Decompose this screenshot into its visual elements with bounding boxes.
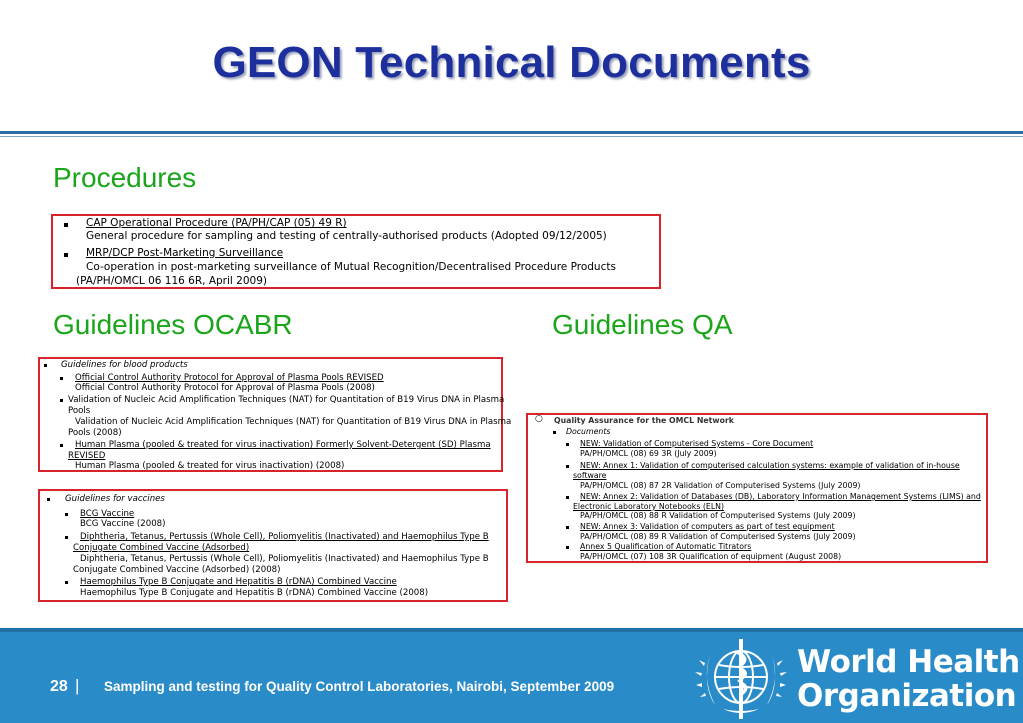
title-divider-thin — [0, 136, 1023, 137]
bullet-icon — [65, 581, 68, 584]
qa-item-desc: PA/PH/OMCL (08) 89 R Validation of Computerised Systems (July 2009) — [580, 532, 856, 541]
vaccine-item-desc: Conjugate Combined Vaccine (Adsorbed) (2008) — [73, 565, 281, 575]
bullet-icon — [60, 444, 63, 447]
qa-item-desc: PA/PH/OMCL (08) 69 3R (July 2009) — [580, 449, 717, 458]
bullet-icon — [65, 536, 68, 539]
blood-item-link[interactable]: Human Plasma (pooled & treated for virus inactivation) Formerly Solvent-Detergent (SD) Plasma — [75, 440, 491, 450]
procedure-desc: Co-operation in post-marketing surveillance of Mutual Recognition/Decentralised Procedure Products — [86, 261, 616, 273]
vaccine-item-desc: Haemophilus Type B Conjugate and Hepatitis B (rDNA) Combined Vaccine (2008) — [80, 588, 429, 598]
blood-item-desc: Pools (2008) — [68, 428, 122, 438]
who-wordmark-line2: Organization — [797, 678, 1017, 714]
qa-item-link[interactable]: NEW: Validation of Computerised Systems - Core Document — [580, 439, 814, 448]
blood-item-desc: Human Plasma (pooled & treated for virus inactivation) (2008) — [75, 461, 345, 471]
vaccine-item-link[interactable]: Haemophilus Type B Conjugate and Hepatitis B (rDNA) Combined Vaccine — [80, 577, 397, 587]
blood-products-header: Guidelines for blood products — [61, 360, 188, 370]
procedure-link-mrp[interactable]: MRP/DCP Post-Marketing Surveillance — [86, 247, 284, 259]
vaccine-item-link[interactable]: Conjugate Combined Vaccine (Adsorbed) — [73, 543, 250, 553]
qa-item-link[interactable]: NEW: Annex 2: Validation of Databases (DB), Laboratory Information Management Systems (LIMS) and — [580, 492, 981, 501]
bullet-icon — [566, 443, 569, 446]
ocabr-heading: Guidelines OCABR — [53, 309, 293, 340]
vaccine-item-link[interactable]: Diphtheria, Tetanus, Pertussis (Whole Cell), Poliomyelitis (Inactivated) and Haemophilus Type B — [80, 532, 489, 542]
bullet-icon — [566, 465, 569, 468]
qa-heading: Guidelines QA — [552, 309, 733, 340]
vaccine-item-desc: Diphtheria, Tetanus, Pertussis (Whole Cell), Poliomyelitis (Inactivated) and Haemophilus Type B — [80, 554, 489, 564]
blood-item-link[interactable]: Official Control Authority Protocol for Approval of Plasma Pools REVISED — [75, 373, 384, 383]
footer-caption: Sampling and testing for Quality Control Laboratories, Nairobi, September 2009 — [104, 679, 615, 694]
qa-item-desc: PA/PH/OMCL (08) 87 2R Validation of Computerised Systems (July 2009) — [580, 481, 861, 490]
circle-bullet-icon: ○ — [535, 414, 543, 424]
page-separator: | — [75, 676, 80, 695]
qa-header: Quality Assurance for the OMCL Network — [554, 416, 734, 425]
qa-subheader: Documents — [566, 427, 611, 436]
qa-item-link[interactable]: NEW: Annex 1: Validation of computerised calculation systems: example of validation of in-house — [580, 461, 960, 470]
page-number: 28 — [50, 678, 68, 695]
vaccine-item-link[interactable]: BCG Vaccine — [80, 509, 135, 519]
blood-item-desc: Official Control Authority Protocol for Approval of Plasma Pools (2008) — [75, 383, 375, 393]
procedure-desc: (PA/PH/OMCL 06 116 6R, April 2009) — [76, 275, 267, 287]
title-divider — [0, 131, 1023, 134]
bullet-icon — [65, 513, 68, 516]
procedure-link-cap[interactable]: CAP Operational Procedure (PA/PH/CAP (05) 49 R) — [86, 217, 347, 229]
qa-item-link[interactable]: Annex 5 Qualification of Automatic Titrators — [580, 542, 752, 551]
blood-item-link[interactable]: Validation of Nucleic Acid Amplification Techniques (NAT) for Quantitation of B19 Virus DNA in Plasma — [68, 395, 505, 405]
qa-item-link[interactable]: Electronic Laboratory Notebooks (ELN) — [573, 502, 725, 511]
bullet-icon — [553, 431, 556, 434]
bullet-icon — [566, 546, 569, 549]
procedures-heading: Procedures — [53, 162, 197, 193]
procedures-box — [51, 214, 661, 289]
qa-item-desc: PA/PH/OMCL (08) 88 R Validation of Computerised Systems (July 2009) — [580, 511, 856, 520]
bullet-icon — [60, 399, 63, 402]
qa-item-link[interactable]: software — [573, 471, 607, 480]
vaccine-item-desc: BCG Vaccine (2008) — [80, 519, 166, 529]
bullet-icon — [64, 223, 68, 227]
bullet-icon — [44, 364, 47, 367]
bullet-icon — [47, 498, 50, 501]
blood-item-link[interactable]: REVISED — [68, 451, 106, 461]
vaccines-box — [38, 489, 508, 602]
vaccines-header: Guidelines for vaccines — [65, 494, 165, 504]
bullet-icon — [60, 377, 63, 380]
bullet-icon — [64, 253, 68, 257]
who-wordmark-line1: World Health — [797, 644, 1020, 680]
slide-title: GEON Technical Documents — [212, 38, 811, 87]
who-emblem-icon — [693, 633, 789, 721]
who-wordmark — [797, 645, 1020, 713]
bullet-icon — [566, 526, 569, 529]
blood-item-link[interactable]: Pools — [68, 406, 91, 416]
qa-item-link[interactable]: NEW: Annex 3: Validation of computers as part of test equipment — [580, 522, 835, 531]
quality-assurance-box — [526, 413, 988, 563]
bullet-icon — [566, 496, 569, 499]
procedure-desc: General procedure for sampling and testing of centrally-authorised products (Adopted 09/12/2005) — [86, 230, 607, 242]
blood-products-box — [38, 357, 512, 472]
blood-item-desc: Validation of Nucleic Acid Amplification Techniques (NAT) for Quantitation of B19 Virus DNA in Plasma — [75, 417, 512, 427]
qa-item-desc: PA/PH/OMCL (07) 108 3R Qualification of equipment (August 2008) — [580, 552, 842, 561]
